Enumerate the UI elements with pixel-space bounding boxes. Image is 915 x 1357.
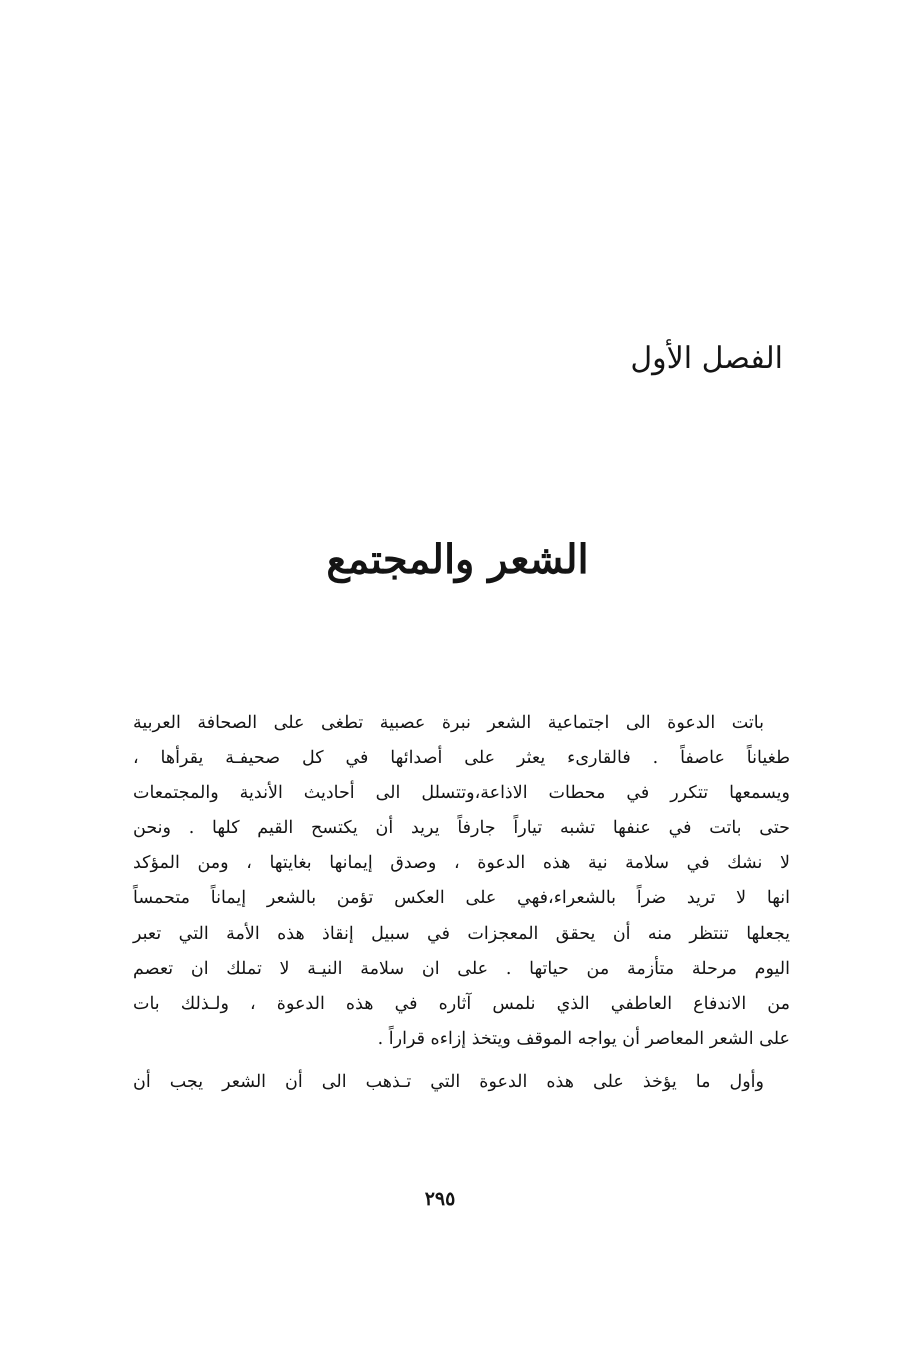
- text-line: لا نشك في سلامة نية هذه الدعوة ، وصدق إيمانها بغايتها ، ومن المؤكد: [133, 853, 790, 874]
- body-text: [133, 706, 790, 1100]
- text-line: حتى باتت في عنفها تشبه تياراً جارفاً يريد أن يكتسح القيم كلها . ونحن: [133, 818, 790, 839]
- paragraph-gap: [133, 1057, 790, 1065]
- text-line: على الشعر المعاصر أن يواجه الموقف ويتخذ إزاءه قراراً .: [377, 1028, 790, 1049]
- text-line: يجعلها تنتظر منه أن يحقق المعجزات في سبيل إنقاذ هذه الأمة التي تعبر: [133, 923, 790, 944]
- chapter-title: الشعر والمجتمع: [326, 536, 589, 583]
- text-line: انها لا تريد ضراً بالشعراء،فهي على العكس تؤمن بالشعر إيماناً متحمساً: [133, 888, 790, 909]
- text-line: طغياناً عاصفاً . فالقارىء يعثر على أصدائها في كل صحيفـة يقرأها ،: [133, 748, 790, 769]
- chapter-heading: الفصل الأول: [630, 341, 783, 376]
- text-line: باتت الدعوة الى اجتماعية الشعر نبرة عصبية تطغى على الصحافة العربية: [133, 713, 764, 733]
- page-number: ٢٩٥: [424, 1188, 456, 1210]
- text-line: وأول ما يؤخذ على هذه الدعوة التي تـذهب الى أن الشعر يجب أن: [133, 1071, 764, 1092]
- text-line: من الاندفاع العاطفي الذي نلمس آثاره في هذه الدعوة ، ولـذلك بات: [133, 993, 790, 1014]
- text-line: ويسمعها تتكرر في محطات الاذاعة،وتتسلل الى أحاديث الأندية والمجتمعات: [133, 783, 790, 804]
- text-line: اليوم مرحلة متأزمة من حياتها . على ان سلامة النيـة لا تملك ان تعصم: [133, 958, 790, 979]
